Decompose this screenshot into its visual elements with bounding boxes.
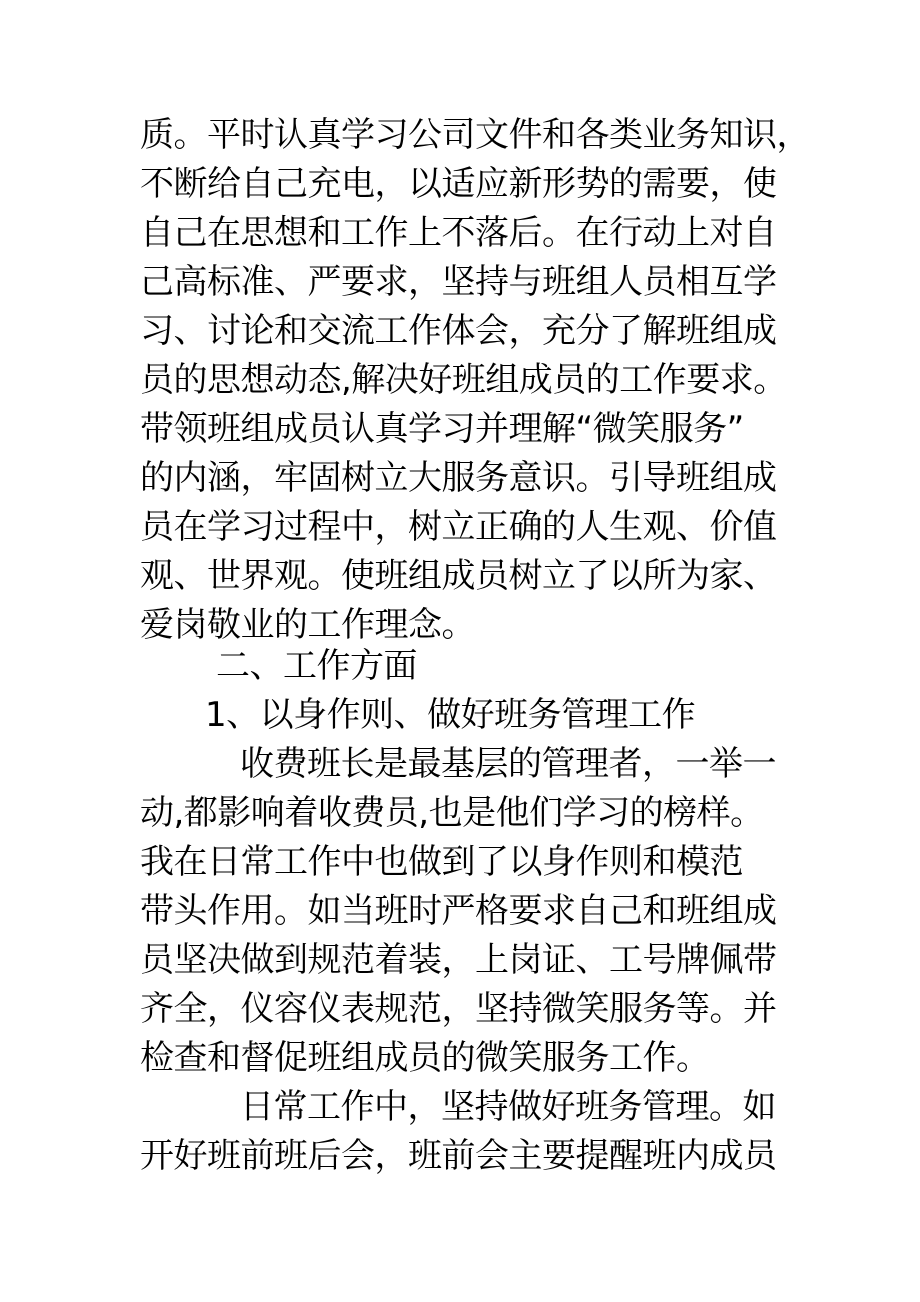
section-heading: 二、工作方面 bbox=[216, 646, 417, 686]
text-line: 日常工作中，坚持做好班务管理。如 bbox=[240, 1087, 776, 1127]
text-line: 带领班组成员认真学习并理解“微笑服务” bbox=[140, 409, 744, 449]
text-line: 质。平时认真学习公司文件和各类业务知识， bbox=[140, 115, 810, 155]
text-line: 观、世界观。使班组成员树立了以所为家、 bbox=[140, 556, 777, 596]
text-line: 员坚决做到规范着装，上岗证、工号牌佩带 bbox=[140, 940, 777, 980]
text-line: 自己在思想和工作上不落后。在行动上对自 bbox=[140, 213, 777, 253]
text-line: 齐全，仪容仪表规范，坚持微笑服务等。并 bbox=[140, 989, 777, 1029]
text-line: 爱岗敬业的工作理念。 bbox=[140, 605, 475, 645]
text-line: 带头作用。如当班时严格要求自己和班组成 bbox=[140, 891, 777, 931]
text-line: 动,都影响着收费员,也是他们学习的榜样。 bbox=[140, 793, 764, 833]
text-line: 己高标准、严要求，坚持与班组人员相互学 bbox=[140, 262, 777, 302]
text-line: 不断给自己充电，以适应新形势的需要，使 bbox=[140, 164, 777, 204]
text-line: 习、讨论和交流工作体会，充分了解班组成 bbox=[140, 311, 777, 351]
text-line: 收费班长是最基层的管理者，一举一 bbox=[240, 744, 776, 784]
text-line: 的内涵，牢固树立大服务意识。引导班组成 bbox=[140, 458, 777, 498]
subsection-heading: 1、以身作则、做好班务管理工作 bbox=[205, 695, 696, 735]
text-line: 员在学习过程中，树立正确的人生观、价值 bbox=[140, 507, 777, 547]
text-line: 员的思想动态,解决好班组成员的工作要求。 bbox=[140, 360, 787, 400]
text-line: 我在日常工作中也做到了以身作则和模范 bbox=[140, 842, 743, 882]
text-line: 检查和督促班组成员的微笑服务工作。 bbox=[140, 1038, 710, 1078]
text-line: 开好班前班后会，班前会主要提醒班内成员 bbox=[140, 1136, 777, 1176]
